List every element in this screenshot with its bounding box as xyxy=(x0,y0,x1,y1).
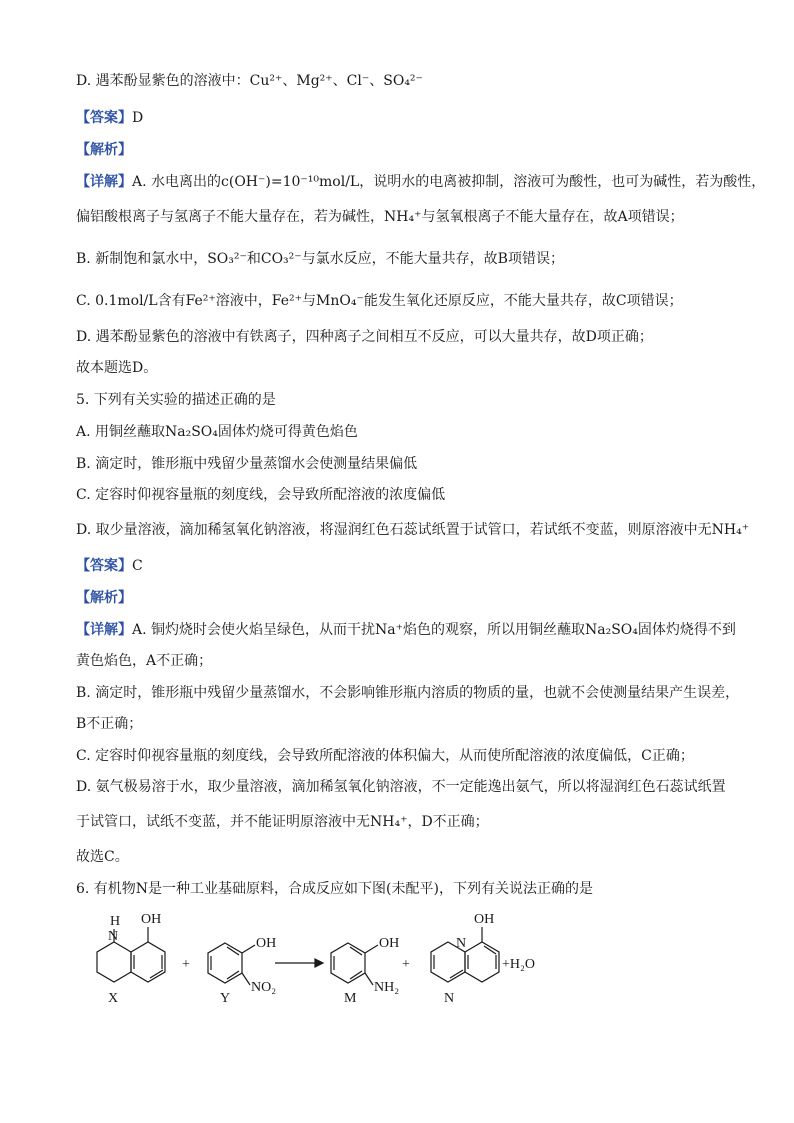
label-m: M xyxy=(344,991,357,1005)
plus-sign: + xyxy=(182,957,190,972)
q5-explain-b-line1: B. 滴定时，锥形瓶中残留少量蒸馏水，不会影响锥形瓶内溶质的物质的量，也就不会使测量结果产生误差， xyxy=(76,685,740,701)
q4-option-d-ions: Cu²⁺、Mg²⁺、Cl⁻、SO₄²⁻ xyxy=(249,73,423,89)
q5-explain-b-line2: B不正确； xyxy=(76,716,143,732)
q4-analysis-tag: 【解析】 xyxy=(76,142,132,158)
q5-explain-d-line2: 于试管口，试纸不变蓝，并不能证明原溶液中无NH₄⁺，D不正确； xyxy=(76,814,489,830)
reaction-scheme xyxy=(70,905,720,1005)
hydroxyl-label: OH xyxy=(379,936,400,951)
q5-option-d: D. 取少量溶液，滴加稀氢氧化钠溶液，将湿润红色石蕊试纸置于试管口，若试纸不变蓝，则原溶液中无NH₄⁺ xyxy=(76,522,750,538)
compound-m-structure xyxy=(331,943,378,985)
answer-tag: 【答案】 xyxy=(76,558,132,574)
q5-option-b: B. 滴定时，锥形瓶中残留少量蒸馏水会使测量结果偏低 xyxy=(76,456,418,472)
hydroxyl-label: OH xyxy=(141,912,162,927)
atom-n-label: N xyxy=(108,929,119,944)
q4-option-d: D. 遇苯酚显紫色的溶液中：Cu²⁺、Mg²⁺、Cl⁻、SO₄²⁻ xyxy=(76,73,423,89)
ring-n-label: N xyxy=(456,936,467,951)
q4-explain-a-line1: 【详解】A. 水电离出的c(OH⁻)=10⁻¹⁰mol/L，说明水的电离被抑制，溶液可为酸性，也可为碱性，若为酸性， xyxy=(76,174,766,190)
hydroxyl-label: OH xyxy=(256,936,277,951)
water-label: +H₂O xyxy=(502,957,535,972)
answer-tag: 【答案】 xyxy=(76,110,132,126)
q4-answer xyxy=(76,109,143,127)
q5-option-c: C. 定容时仰视容量瓶的刻度线，会导致所配溶液的浓度偏低 xyxy=(76,487,446,503)
q5-conclusion: 故选C。 xyxy=(76,849,129,865)
answer-value: D xyxy=(132,110,144,126)
q5-analysis-tag: 【解析】 xyxy=(76,590,132,606)
answer-value: C xyxy=(132,558,143,574)
q5-explain-c: C. 定容时仰视容量瓶的刻度线，会导致所配溶液的体积偏大，从而使所配溶液的浓度偏低，C正确； xyxy=(76,748,694,764)
atom-h-label: H xyxy=(110,914,121,929)
q5-option-a: A. 用铜丝蘸取Na₂SO₄固体灼烧可得黄色焰色 xyxy=(76,424,358,440)
q4-explain-b: B. 新制饱和氯水中，SO₃²⁻和CO₃²⁻与氯水反应，不能大量共存，故B项错误； xyxy=(76,251,564,267)
amino-label: NH₂ xyxy=(374,980,400,995)
hydroxyl-label: OH xyxy=(474,912,495,927)
q5-explain-a-line1: 【详解】A. 铜灼烧时会使火焰呈绿色，从而干扰Na⁺焰色的观察，所以用铜丝蘸取Na₂SO₄固体灼烧得不到 xyxy=(76,622,736,638)
label-n: N xyxy=(444,991,455,1005)
q6-stem: 6. 有机物N是一种工业基础原料，合成反应如下图(未配平)，下列有关说法正确的是 xyxy=(76,881,593,897)
plus-sign: + xyxy=(402,957,410,972)
detail-tag: 【详解】 xyxy=(76,174,132,190)
detail-tag: 【详解】 xyxy=(76,622,132,638)
compound-y-structure xyxy=(208,943,255,985)
q4-explain-c: C. 0.1mol/L含有Fe²⁺溶液中，Fe²⁺与MnO₄⁻能发生氧化还原反应，不能大量共存，故C项错误； xyxy=(76,293,683,309)
q5-stem: 5. 下列有关实验的描述正确的是 xyxy=(76,392,276,408)
label-x: X xyxy=(108,991,119,1005)
nitro-label: NO₂ xyxy=(251,980,277,995)
q5-explain-a-line2: 黄色焰色，A不正确； xyxy=(76,653,213,669)
q5-answer xyxy=(76,557,143,575)
q5-explain-d-line1: D. 氨气极易溶于水，取少量溶液，滴加稀氢氧化钠溶液，不一定能逸出氨气，所以将湿润红色石蕊试纸置 xyxy=(76,779,726,795)
q4-conclusion: 故本题选D。 xyxy=(76,360,158,376)
q4-explain-a-line2: 偏铝酸根离子与氢离子不能大量存在，若为碱性，NH₄⁺与氢氧根离子不能大量存在，故A项错误； xyxy=(76,209,684,225)
label-y: Y xyxy=(220,991,231,1005)
q4-explain-d: D. 遇苯酚显紫色的溶液中有铁离子，四种离子之间相互不反应，可以大量共存，故D项正确； xyxy=(76,329,653,345)
